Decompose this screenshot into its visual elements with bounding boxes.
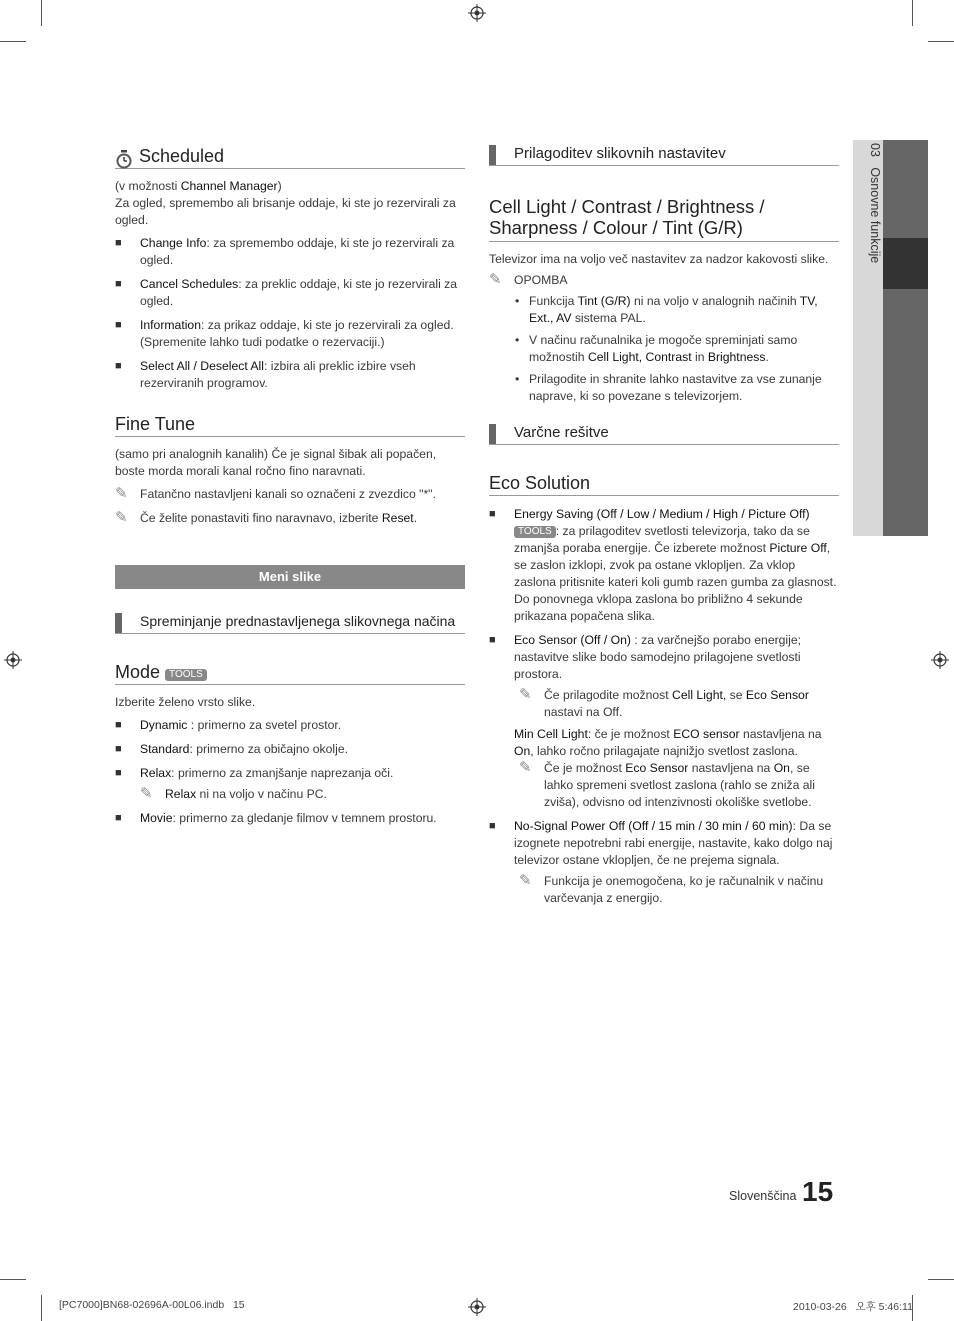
subsection-heading: Prilagoditev slikovnih nastavitev	[489, 145, 839, 166]
list-item: • V načinu računalnika je mogoče spreminjati samo možnostih Cell Light, Contrast in Brightness.	[489, 332, 839, 366]
section-title: Scheduled	[139, 146, 225, 166]
list-item: ■ Standard: primerno za običajno okolje.	[115, 741, 465, 758]
note: ✎ Relax ni na voljo v načinu PC.	[140, 785, 327, 802]
chapter-tab-label	[868, 143, 882, 263]
right-column	[489, 145, 839, 907]
subsection-heading: Varčne rešitve	[489, 424, 839, 445]
pencil-note-icon: ✎	[519, 686, 532, 703]
list-item: ■ Relax: primerno za zmanjšanje naprezanja oči.	[115, 765, 465, 782]
paragraph: Televizor ima na voljo več nastavitev za nadzor kakovosti slike.	[489, 252, 829, 266]
chapter-tab-band	[883, 140, 928, 536]
list-item: • Funkcija Tint (G/R) ni na voljo v analognih načinih TV, Ext., AV sistema PAL.	[489, 293, 839, 327]
crop-mark	[0, 41, 26, 42]
pencil-note-icon: ✎	[489, 271, 502, 288]
paragraph: Za ogled, spremembo ali brisanje oddaje, ki ste jo rezervirali za ogled.	[115, 196, 456, 227]
crop-mark	[928, 1279, 954, 1280]
subsection-heading: Spreminjanje prednastavljenega slikovnega načina	[115, 613, 465, 634]
registration-mark-icon	[4, 651, 22, 669]
pencil-note-icon: ✎	[115, 509, 128, 526]
note: ✎ Fatančno nastavljeni kanali so označeni z zvezdico "*".	[115, 485, 436, 502]
list-item: ■ Energy Saving (Off / Low / Medium / High / Picture Off) TOOLS : za prilagoditev svetlosti televizorja, tako da se zmanjša poraba energije. Če izberete možnost Picture Off, se zaslon izklopi, zvok pa ostane vklopljen. Za vklop zaslona pritisnite kateri koli gumb razen gumba za glasnost. Do ponovnega vklopa zaslona bo približno 4 sekunde prikazana popačena slika.	[489, 506, 839, 625]
paragraph: (v možnosti Channel Manager)	[115, 179, 282, 193]
note: ✎ Funkcija je onemogočena, ko je računalnik v načinu varčevanja z energijo.	[519, 872, 824, 905]
list-item: ■ No-Signal Power Off (Off / 15 min / 30 min / 60 min): Da se izognete nepotrebni rabi energije, nastavite, kako dolgo naj televizor ostane vklopljen, če ne prejema signala.	[489, 818, 839, 869]
footer-language: Slovenščina	[729, 1189, 797, 1203]
crop-mark	[41, 1295, 42, 1321]
tools-icon: TOOLS	[165, 669, 207, 681]
note: ✎ Če je možnost Eco Sensor nastavljena na On, se lahko spremeni svetlost zaslona (rahlo se zniža ali zviša), odvisno od intenzivnosti okoliške svetlobe.	[519, 759, 815, 809]
note: ✎ Če želite ponastaviti fino naravnavo, izberite Reset.	[115, 509, 418, 526]
pencil-note-icon: ✎	[115, 485, 128, 502]
list-item: ■ Cancel Schedules: za preklic oddaje, ki ste jo rezervirali za ogled.	[115, 276, 465, 310]
menu-section-bar: Meni slike	[115, 565, 465, 589]
list-item: ■ Movie: primerno za gledanje filmov v temnem prostoru.	[115, 810, 465, 827]
paragraph: (samo pri analognih kanalih) Če je signal šibak ali popačen, boste morda morali kanal ročno fino naravnati.	[115, 447, 437, 478]
list-item: ■ Select All / Deselect All: izbira ali preklic izbire vseh rezerviranih programov.	[115, 358, 465, 392]
crop-mark	[928, 41, 954, 42]
paragraph: Min Cell Light: če je možnost ECO sensor nastavljena na On, lahko ročno prilagajate najnižjo svetlost zaslona.	[514, 727, 822, 758]
list-item: ■ Eco Sensor (Off / On) : za varčnejšo porabo energije; nastavitve slike bodo samodejno prilagojene svetlosti prostora.	[489, 632, 839, 683]
registration-mark-icon	[468, 1298, 486, 1316]
left-column	[115, 148, 465, 827]
pencil-note-icon: ✎	[519, 872, 532, 889]
chapter-title: Osnovne funkcije	[868, 167, 882, 264]
crop-mark	[41, 0, 42, 26]
paragraph: Izberite želeno vrsto slike.	[115, 695, 256, 709]
pencil-note-icon: ✎	[519, 759, 532, 776]
registration-mark-icon	[468, 4, 486, 22]
note-heading: ✎ OPOMBA	[489, 271, 568, 288]
pencil-note-icon: ✎	[140, 785, 153, 802]
print-file-info: [PC7000]BN68-02696A-00L06.indb 15	[59, 1299, 245, 1311]
section-heading-cell-light: Cell Light / Contrast / Brightness / Sharpness / Colour / Tint (G/R)	[489, 196, 839, 242]
note: ✎ Če prilagodite možnost Cell Light, se Eco Sensor nastavi na Off.	[519, 686, 809, 719]
clock-icon	[115, 150, 133, 169]
list-item: • Prilagodite in shranite lahko nastavitve za vse zunanje naprave, ki so povezane s televizorjem.	[489, 371, 839, 405]
section-heading-mode: Mode TOOLS	[115, 664, 465, 685]
list-item: ■ Information: za prikaz oddaje, ki ste jo rezervirali za ogled. (Spremenite lahko tudi podatke o rezervaciji.)	[115, 317, 465, 351]
section-heading-fine-tune: Fine Tune	[115, 416, 465, 437]
crop-mark	[0, 1279, 26, 1280]
section-heading-scheduled	[115, 148, 465, 169]
tools-icon: TOOLS	[514, 526, 556, 538]
section-heading-eco-solution: Eco Solution	[489, 475, 839, 496]
chapter-number: 03	[868, 143, 882, 157]
chapter-tab-marker	[883, 238, 928, 289]
print-date-info: 2010-03-26 오후 5:46:11	[793, 1301, 913, 1313]
list-item: ■ Dynamic : primerno za svetel prostor.	[115, 717, 465, 734]
registration-mark-icon	[931, 651, 949, 669]
page-number: 15	[802, 1176, 834, 1207]
crop-mark	[912, 0, 913, 26]
list-item: ■ Change Info: za spremembo oddaje, ki ste jo rezervirali za ogled.	[115, 235, 465, 269]
